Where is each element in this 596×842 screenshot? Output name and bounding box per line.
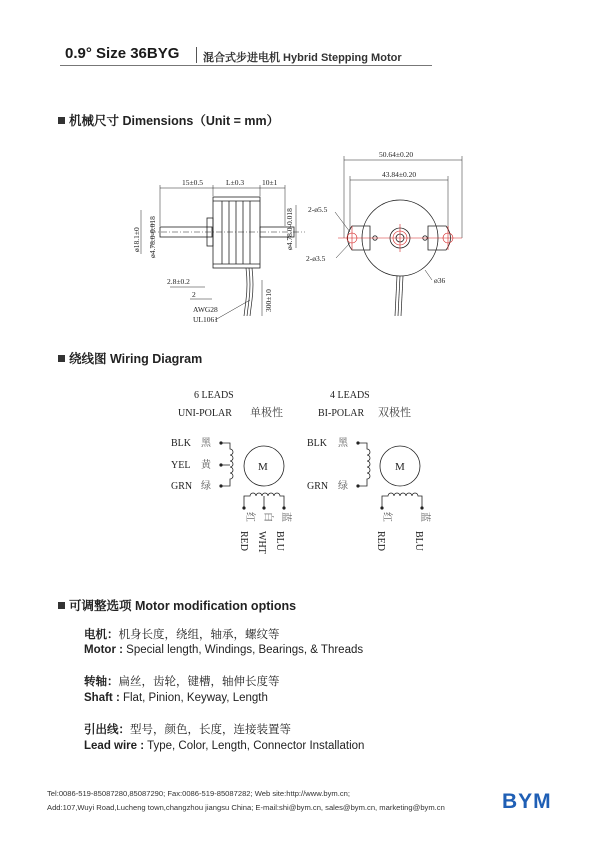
four-leads-title: 4 LEADS (330, 390, 370, 401)
dim-bottom-2: 2 (192, 290, 196, 299)
mod-lead-en-text: Type, Color, Length, Connector Installation (144, 740, 365, 752)
six-lead-grn: GRN (171, 481, 193, 492)
mod-lead-en-label: Lead wire : (84, 740, 145, 752)
mod-shaft-en-text: Flat, Pinion, Keyway, Length (119, 692, 268, 704)
four-lead-blu: BLU (413, 531, 424, 551)
dim-hole-1: 2-ø5.5 (308, 205, 328, 214)
six-lead-blk: BLK (171, 438, 191, 449)
six-lead-wht-zh: 白 (262, 512, 273, 522)
mod-motor-en-label: Motor : (84, 644, 123, 656)
footer-contact-line: Tel:0086-519-85087280,85087290; Fax:0086-519-85087282; Web site:http://www.bym.cn; (47, 789, 350, 798)
section-wiring-title: 绕线图 Wiring Diagram (69, 352, 203, 366)
dim-left-2: ø4.78.0-0.018 (148, 216, 157, 258)
wire-label-awg: AWG28 (193, 305, 218, 314)
mod-shaft-zh-label: 转轴： (84, 676, 119, 688)
mod-motor-zh (84, 626, 280, 642)
six-lead-red: RED (238, 531, 249, 551)
four-lead-grn: GRN (307, 481, 329, 492)
dim-diameter: ø36 (434, 276, 446, 285)
dim-left-1: ø18.1±0 (132, 227, 141, 252)
square-bullet-icon (58, 602, 65, 609)
six-leads-type-en: UNI-POLAR (178, 408, 232, 419)
four-lead-blu-zh: 蓝 (419, 512, 430, 522)
six-lead-blk-zh: 黑 (201, 438, 211, 449)
six-lead-yel: YEL (171, 460, 191, 471)
six-lead-blu-zh: 蓝 (280, 512, 291, 522)
four-motor-label: M (395, 461, 405, 473)
dim-outer-width: 50.64±0.20 (379, 150, 414, 159)
dim-right: ø4.78.0-0.018 (285, 208, 294, 250)
mod-lead-zh-label: 引出线： (84, 724, 130, 736)
dim-lead-length: 300±10 (264, 289, 273, 312)
dim-top-3: 10±1 (262, 178, 278, 187)
mod-motor-zh-text: 机身长度，绕组，轴承，螺纹等 (118, 629, 280, 641)
six-motor-label: M (258, 461, 268, 473)
four-lead-red: RED (375, 531, 386, 551)
four-lead-grn-zh: 绿 (338, 481, 348, 492)
dim-inner-width: 43.84±0.20 (382, 170, 417, 179)
six-leads-type-zh: 单极性 (250, 407, 283, 419)
four-lead-blk-zh: 黑 (338, 438, 348, 449)
mod-lead-zh (84, 721, 291, 737)
four-bottom-coil (382, 493, 422, 508)
bym-logo: BYM (502, 790, 552, 813)
dim-bottom-1: 2.8±0.2 (167, 277, 190, 286)
six-lead-wht: WHT (256, 531, 267, 554)
wire-label-ul: UL1061 (193, 315, 218, 324)
mod-shaft-en-label: Shaft : (84, 692, 120, 704)
dim-hole-2: 2-ø3.5 (306, 254, 326, 263)
section-dimensions-title: 机械尺寸 Dimensions（Unit = mm） (69, 114, 280, 128)
four-left-coil (358, 443, 370, 486)
four-lead-red-zh: 红 (381, 512, 392, 522)
section-modification-title: 可调整选项 Motor modification options (69, 599, 297, 613)
mod-shaft-zh-text: 扁丝，齿轮，键槽，轴伸长度等 (118, 676, 280, 688)
page-subtitle: 混合式步进电机 Hybrid Stepping Motor (203, 52, 402, 64)
six-lead-grn-zh: 绿 (201, 481, 211, 492)
six-left-coil (221, 443, 233, 486)
mod-lead-en (84, 740, 364, 752)
six-leads-title: 6 LEADS (194, 390, 234, 401)
mod-shaft-en (84, 692, 268, 704)
mod-shaft-zh (84, 673, 280, 689)
mod-lead-zh-text: 型号，颜色，长度，连接装置等 (130, 724, 291, 736)
four-lead-blk: BLK (307, 438, 327, 449)
six-lead-red-zh: 红 (244, 512, 255, 522)
section-modification (58, 596, 296, 614)
footer-address-line: Add:107,Wuyi Road,Lucheng town,changzhou jiangsu China; E-mail:shi@bym.cn, sales@bym.cn, marketing@bym.cn (47, 803, 445, 812)
four-leads-type-zh: 双极性 (378, 407, 411, 419)
mod-motor-en (84, 644, 363, 656)
mod-motor-en-text: Special length, Windings, Bearings, & Threads (122, 644, 364, 656)
six-lead-blu: BLU (274, 531, 285, 551)
four-leads-type-en: BI-POLAR (318, 408, 365, 419)
dim-top-2: L±0.3 (226, 178, 245, 187)
page-title: 0.9° Size 36BYG (65, 45, 180, 62)
dim-top-1: 15±0.5 (182, 178, 203, 187)
mod-motor-zh-label: 电机： (84, 629, 119, 641)
six-lead-yel-zh: 黄 (201, 460, 211, 471)
